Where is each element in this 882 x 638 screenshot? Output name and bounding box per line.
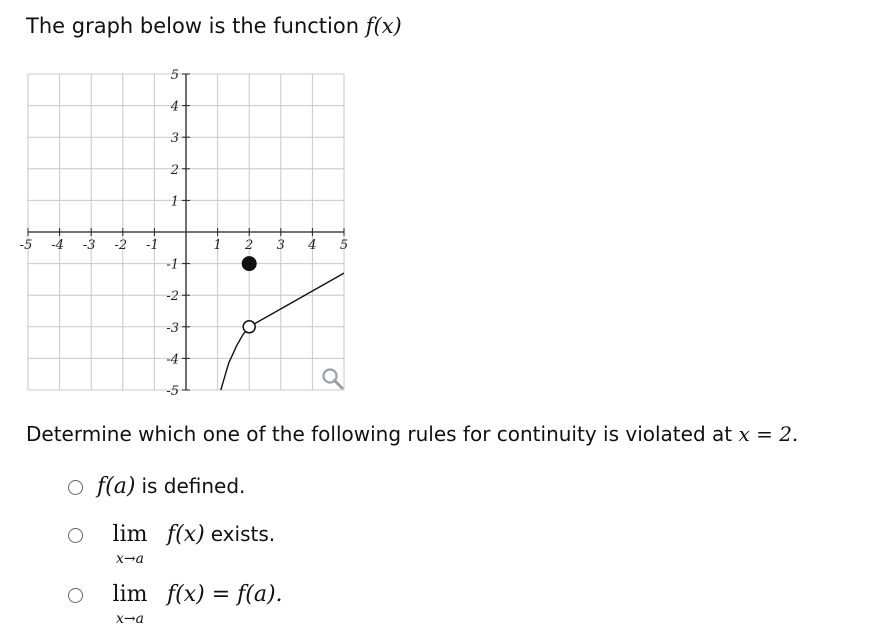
- question-heading: [26, 14, 402, 38]
- option-text: is defined.: [141, 474, 246, 498]
- heading-function: f(x): [365, 14, 402, 38]
- x-tick-label: 2: [245, 238, 254, 253]
- function-curve: [249, 273, 344, 327]
- y-tick-label: -1: [166, 257, 179, 273]
- question-prompt: [26, 422, 798, 446]
- radio-button[interactable]: [68, 588, 83, 603]
- limit-word: lim: [112, 522, 148, 547]
- limit-subscript: x→a: [116, 611, 144, 627]
- option-limit-equals[interactable]: [68, 582, 283, 627]
- radio-button[interactable]: [68, 528, 83, 543]
- limit-word: lim: [112, 582, 148, 607]
- question-condition: x = 2.: [738, 422, 799, 446]
- y-tick-label: -3: [166, 320, 179, 336]
- x-tick-label: -4: [51, 238, 64, 253]
- option-expression: f(x) = f(a).: [167, 582, 283, 607]
- option-defined[interactable]: [68, 474, 245, 499]
- x-tick-label: 4: [308, 238, 317, 253]
- x-tick-label: 5: [339, 238, 349, 253]
- heading-text: The graph below is the function: [26, 14, 360, 38]
- x-tick-label: -1: [146, 238, 159, 253]
- y-tick-label: -5: [166, 384, 179, 399]
- y-tick-label: -2: [166, 289, 179, 305]
- limit-subscript: x→a: [116, 551, 144, 567]
- x-tick-label: -2: [114, 238, 128, 253]
- y-tick-label: 1: [170, 194, 179, 210]
- option-limit-exists[interactable]: [68, 522, 275, 567]
- y-tick-label: 4: [170, 99, 179, 115]
- function-graph: [19, 68, 352, 399]
- closed-point: [242, 257, 256, 271]
- option-expression: f(x): [167, 522, 205, 547]
- limit-operator: [95, 522, 165, 567]
- zoom-icon[interactable]: [320, 366, 346, 392]
- x-tick-label: 1: [213, 238, 222, 253]
- option-text: exists.: [210, 522, 276, 546]
- limit-operator: [95, 582, 165, 627]
- question-text: Determine which one of the following rules for continuity is violated at: [26, 422, 733, 446]
- radio-button[interactable]: [68, 480, 83, 495]
- y-tick-label: 2: [170, 162, 179, 178]
- x-tick-label: -3: [82, 238, 96, 253]
- y-tick-label: 5: [170, 68, 179, 83]
- y-tick-label: -4: [166, 352, 179, 368]
- x-tick-label: -5: [19, 238, 33, 253]
- open-point: [243, 321, 255, 333]
- y-tick-label: 3: [170, 131, 179, 147]
- x-tick-label: 3: [276, 238, 285, 253]
- option-expression: f(a): [97, 474, 136, 499]
